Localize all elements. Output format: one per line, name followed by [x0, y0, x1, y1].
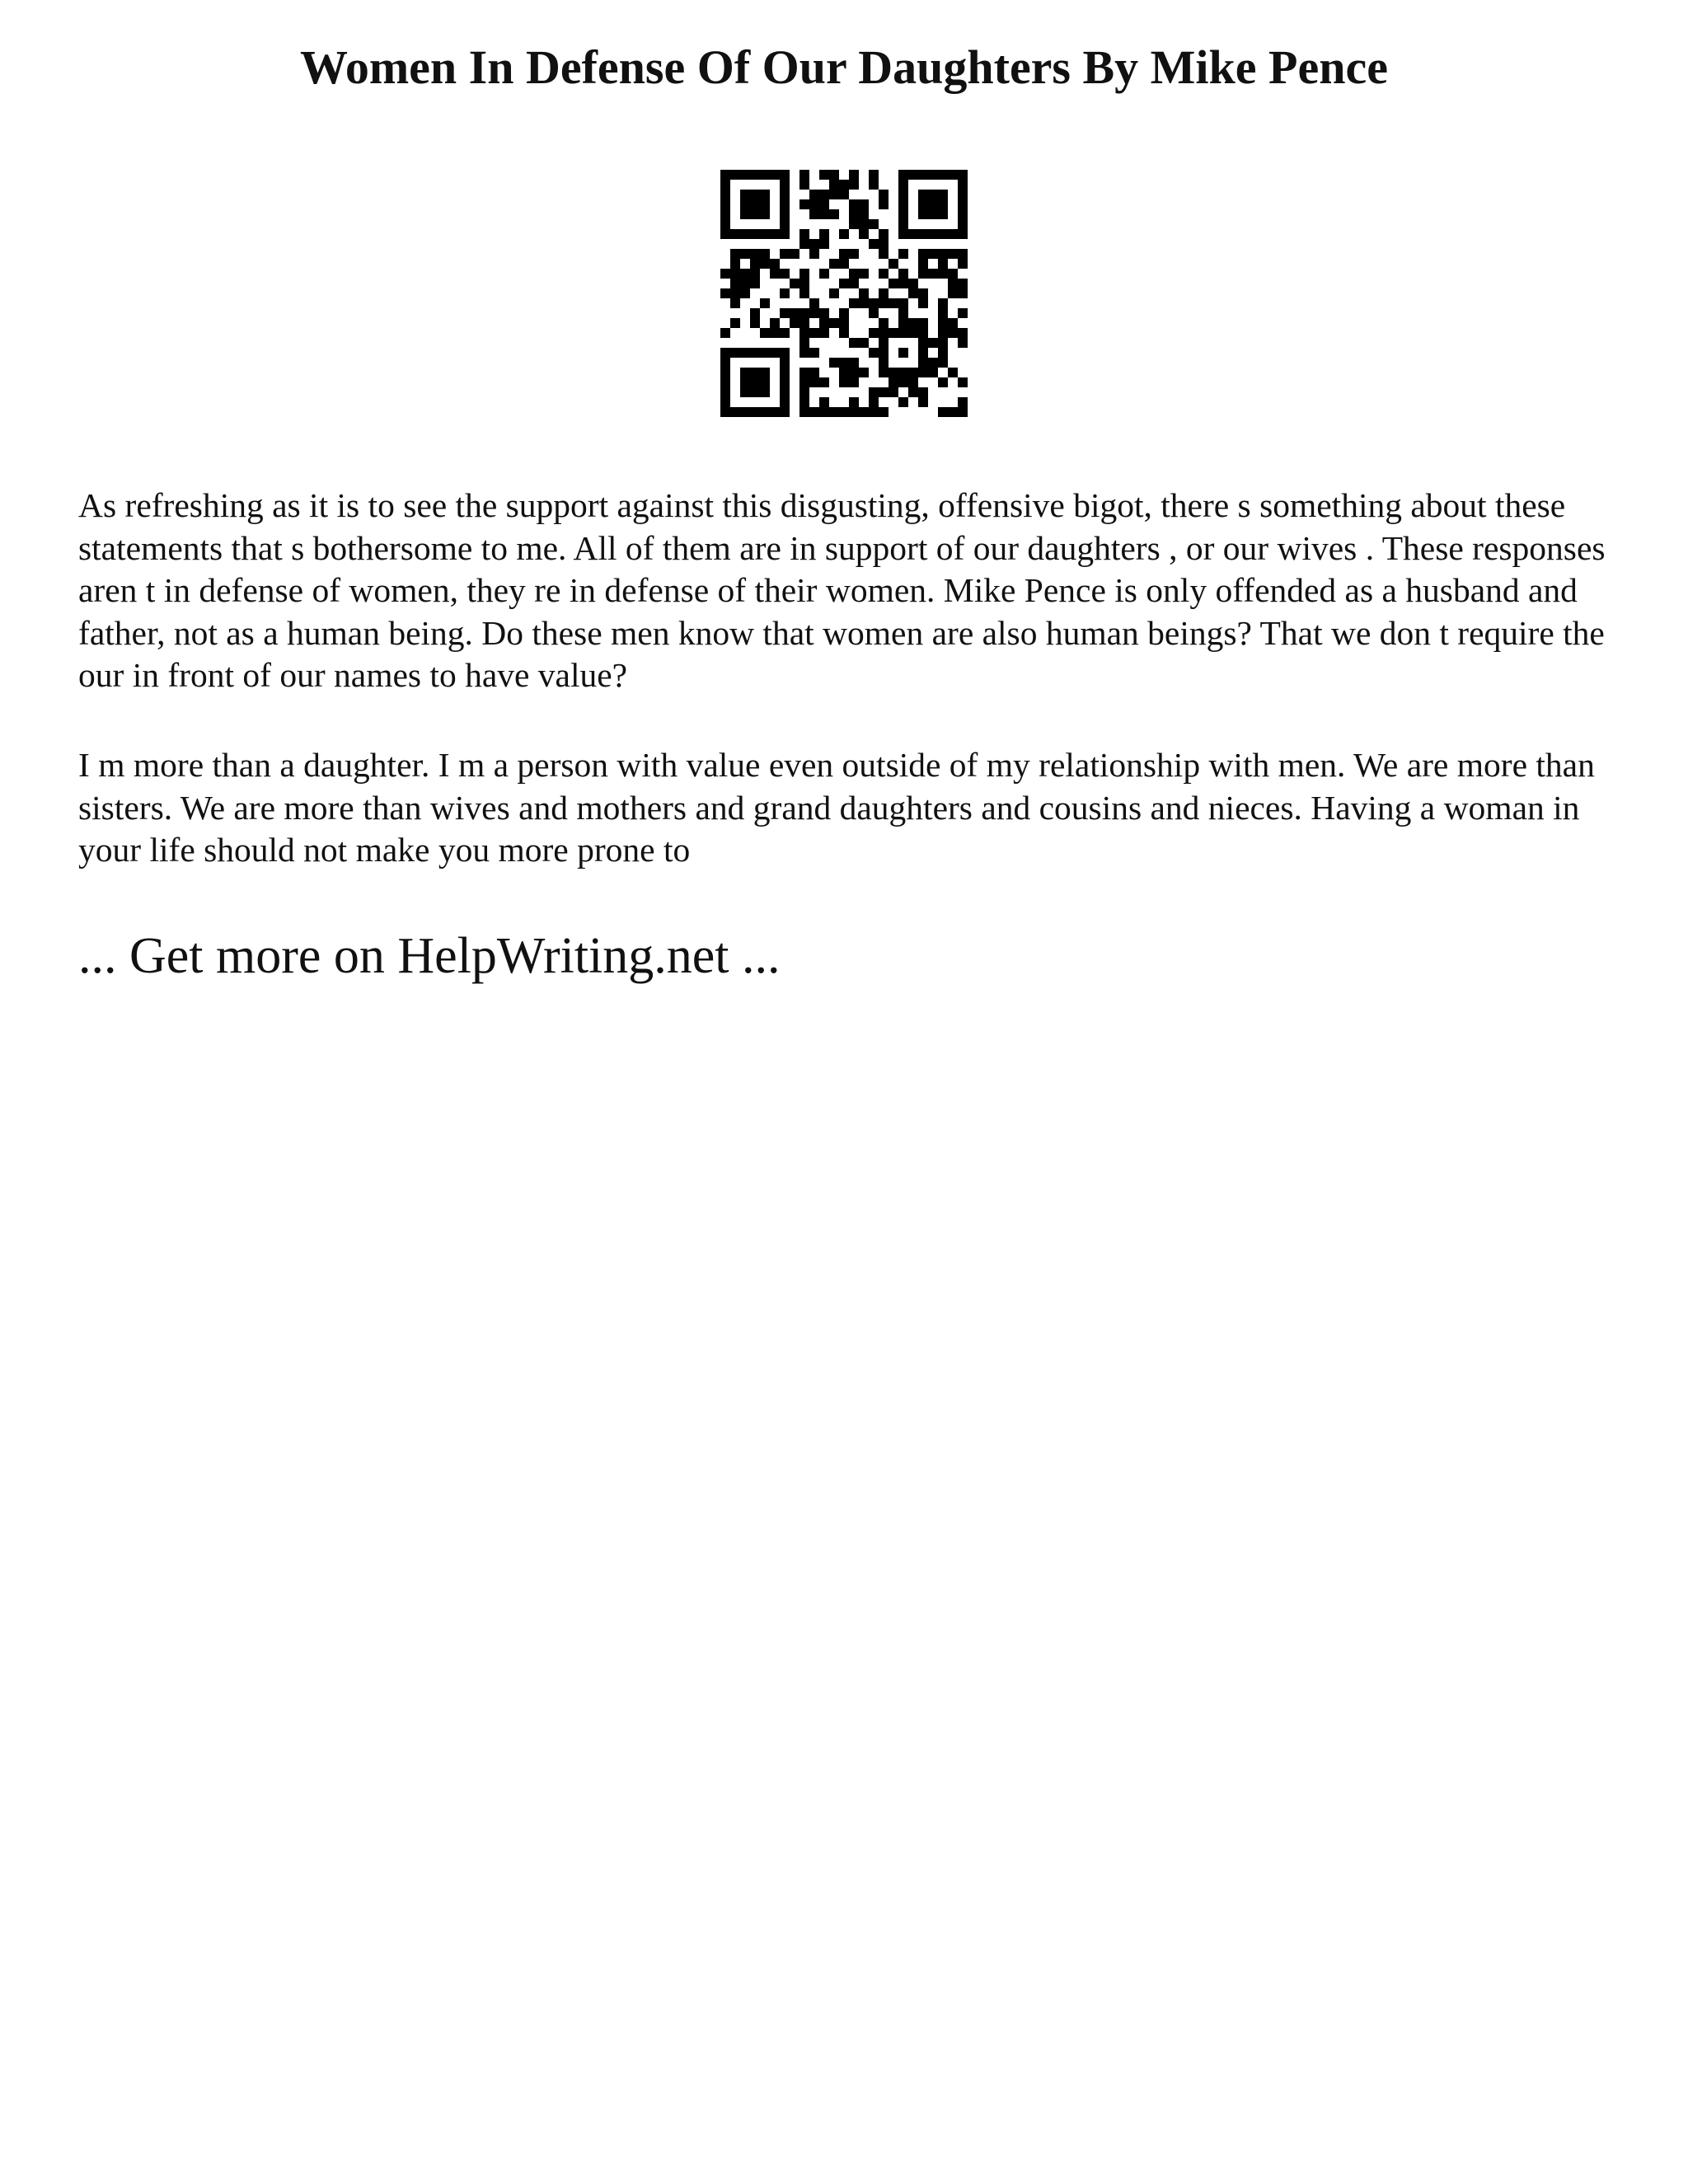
- get-more-link[interactable]: ... Get more on HelpWriting.net ...: [78, 928, 781, 984]
- body-paragraph-1: As refreshing as it is to see the support against this disgusting, offensive bigot, there s something about these statements that s bothersome to me. All of them are in support of our daughters , or our wives . These responses aren t in defense of women, they re in defense of their women. Mike Pence is only offended as a husband and father, not as a human being. Do these men know that women are also human beings? That we don t require the our in front of our names to have value?: [78, 486, 1606, 694]
- qr-code-icon: [720, 170, 968, 417]
- body-paragraph-2: I m more than a daughter. I m a person with value even outside of my relationship with men. We are more than sisters. We are more than wives and mothers and grand daughters and cousins and nieces. Having a woman in your life should not make you more prone to: [78, 746, 1595, 869]
- page-title: Women In Defense Of Our Daughters By Mike Pence: [300, 40, 1388, 94]
- qr-code-graphic: [720, 170, 968, 417]
